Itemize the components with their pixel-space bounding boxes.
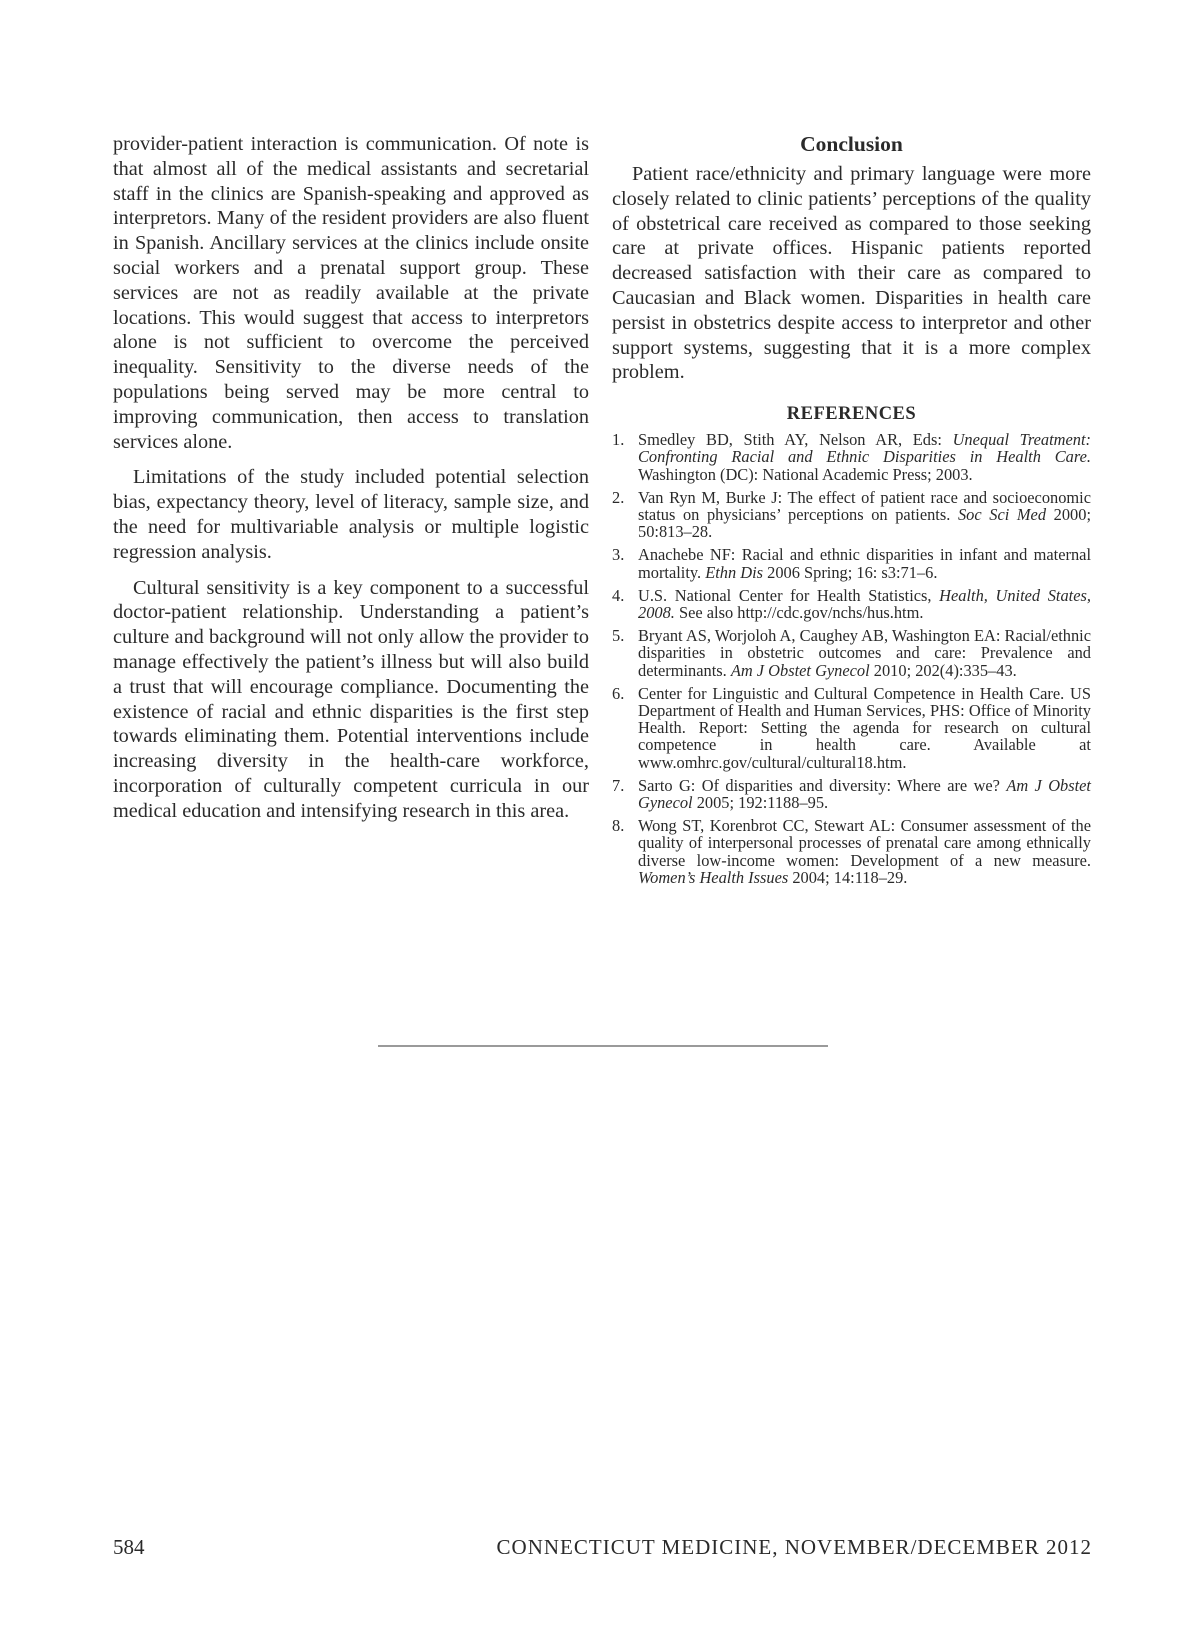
reference-text: Sarto G: Of disparities and diversity: Where are we? bbox=[638, 775, 1007, 795]
reference-source: Health, United States, 2008. bbox=[638, 585, 1091, 622]
reference-text: Van Ryn M, Burke J: The effect of patient race and socioeconomic status on physicians’ perceptions on patients. bbox=[638, 487, 1091, 524]
reference-number: 5. bbox=[612, 626, 625, 646]
reference-text: Bryant AS, Worjoloh A, Caughey AB, Washington EA: Racial/ethnic disparities in obstetric outcomes and care: Prevalence and determinants. bbox=[638, 626, 1091, 680]
reference-details: See also http://cdc.gov/nchs/hus.htm. bbox=[674, 603, 924, 622]
reference-details: 2010; 202(4):335–43. bbox=[869, 660, 1017, 680]
right-column bbox=[612, 132, 1091, 892]
reference-details: 2000; 50:813–28. bbox=[638, 504, 1091, 542]
reference-text: Center for Linguistic and Cultural Competence in Health Care. US Department of Health and Human Services, PHS: Office of Minority Health. Report: Setting the agenda for research on cultural competence in health care. Available at www.omhrc.gov/cultural/cultural18.htm. bbox=[638, 683, 1091, 772]
reference-item bbox=[612, 587, 1091, 621]
body-paragraph: Limitations of the study included potential selection bias, expectancy theory, level of literacy, sample size, and the need for multivariable analysis or multiple logistic regression analysis. bbox=[113, 466, 589, 563]
reference-text: U.S. National Center for Health Statistics, bbox=[638, 585, 940, 605]
reference-item bbox=[612, 685, 1091, 771]
reference-source: Am J Obstet Gynecol bbox=[730, 660, 870, 680]
left-column bbox=[113, 132, 589, 835]
reference-text: Smedley BD, Stith AY, Nelson AR, Eds: bbox=[638, 430, 953, 450]
body-paragraph: provider-patient interaction is communication. Of note is that almost all of the medical assistants and secretarial staff in the clinics are Spanish-speaking and approved as interpretors. Many of the resident providers are also fluent in Spanish. Ancillary services at the clinics include onsite social workers and a prenatal support group. These services are not as readily available at the private locations. This would suggest that access to interpretors alone is not sufficient to overcome the perceived inequality. Sensitivity to the diverse needs of the populations being served may be more central to improving communication, then access to translation services alone. bbox=[113, 133, 589, 453]
reference-source: Women’s Health Issues bbox=[638, 867, 789, 887]
reference-number: 1. bbox=[612, 430, 625, 450]
references-heading: REFERENCES bbox=[786, 404, 917, 425]
reference-number: 3. bbox=[612, 545, 625, 565]
conclusion-heading: Conclusion bbox=[800, 132, 903, 156]
reference-source: Am J Obstet Gynecol bbox=[638, 775, 1091, 813]
conclusion-paragraph: Patient race/ethnicity and primary language were more closely related to clinic patients’ perceptions of the quality of obstetrical care received as compared to those seeking care at private offices. Hispanic patients reported decreased satisfaction with their care as compared to Caucasian and Black women. Disparities in health care persist in obstetrics despite access to interpretor and other support systems, suggesting that it is a more complex problem. bbox=[612, 163, 1091, 384]
body-paragraph: Cultural sensitivity is a key component to a successful doctor-patient relationship. Understanding a patient’s culture and background will not only allow the provider to manage effectively the patient’s illness but will also build a trust that will encourage compliance. Documenting the existence of racial and ethnic disparities is the first step towards eliminating them. Potential interventions include increasing diversity in the health-care workforce, incorporation of culturally competent curricula in our medical education and intensifying research in this area. bbox=[113, 576, 589, 822]
journal-footer: CONNECTICUT MEDICINE, NOVEMBER/DECEMBER 2012 bbox=[496, 1535, 1092, 1559]
reference-number: 4. bbox=[612, 585, 625, 605]
reference-number: 8. bbox=[612, 816, 625, 836]
reference-item bbox=[612, 627, 1091, 679]
reference-number: 2. bbox=[612, 487, 625, 507]
reference-item bbox=[612, 431, 1091, 483]
reference-item bbox=[612, 546, 1091, 580]
reference-text: Anachebe NF: Racial and ethnic disparities in infant and maternal mortality. bbox=[638, 545, 1091, 582]
reference-item bbox=[612, 777, 1091, 811]
page-number: 584 bbox=[113, 1535, 145, 1559]
reference-source: Soc Sci Med bbox=[957, 504, 1047, 524]
reference-details: 2006 Spring; 16: s3:71–6. bbox=[763, 562, 938, 582]
reference-details: Washington (DC): National Academic Press; 2003. bbox=[638, 464, 973, 484]
reference-item bbox=[612, 489, 1091, 541]
reference-number: 6. bbox=[612, 683, 625, 703]
reference-source: Ethn Dis bbox=[705, 562, 764, 582]
reference-list bbox=[612, 431, 1091, 886]
reference-text: Wong ST, Korenbrot CC, Stewart AL: Consumer assessment of the quality of interpersonal processes of prenatal care among ethnically diverse low-income women: Development of a new measure. bbox=[638, 816, 1091, 870]
reference-item bbox=[612, 817, 1091, 886]
reference-source: Unequal Treatment: Confronting Racial and Ethnic Disparities in Health Care. bbox=[638, 430, 1091, 467]
section-divider bbox=[378, 1045, 828, 1047]
reference-details: 2004; 14:118–29. bbox=[788, 867, 908, 887]
reference-details: 2005; 192:1188–95. bbox=[692, 793, 829, 813]
reference-number: 7. bbox=[612, 775, 625, 795]
